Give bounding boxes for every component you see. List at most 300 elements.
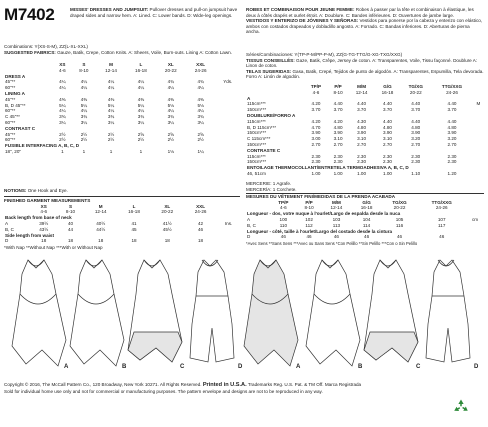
row-label: 60"** (5, 137, 16, 143)
cell-value: 2½ (59, 137, 66, 143)
size-header: TG/XG (408, 84, 423, 89)
size-header: XXL (196, 203, 206, 209)
size-header: M/M (357, 84, 367, 89)
cell-value: 2½ (167, 137, 174, 143)
footer-copyright: Copyright © 2016, The McCall Pattern Co., 120 Broadway, New York 10271. All Rights Reserved. (4, 382, 202, 387)
cell-value: 46 (364, 234, 370, 240)
cell-value: 2.30 (447, 159, 457, 165)
unit-label (216, 149, 240, 155)
size-number: 20-22 (164, 67, 177, 73)
row-label: C 115cm*** (247, 136, 271, 142)
cell-value: 41½ (162, 220, 172, 226)
view-label: C (416, 364, 421, 370)
cell-value: 4¼ (80, 85, 88, 91)
unit-label: cm (471, 216, 479, 222)
cell-value: 112 (305, 222, 313, 228)
size-header: P/P (305, 199, 313, 205)
size-header: M (98, 203, 103, 209)
size-header: G/G (362, 199, 371, 205)
section-label: CONTRASTE C (247, 147, 281, 153)
french-description-text: Robes à passer par la tête et combinaison à élastique, les deux à côtés drapés et ourlet étroit. A: Doublure. C: Bandes inférieures. D: Ouvertures de jambe large. (246, 7, 474, 18)
cell-value: 4.20 (311, 101, 321, 107)
cell-value: 3¼ (197, 119, 204, 125)
row-label: 115cm*** (247, 153, 266, 159)
cell-value: 1.10 (411, 170, 421, 176)
size-number: 8-10 (65, 209, 76, 215)
cell-value: 4.40 (333, 101, 343, 107)
dress-outline (306, 260, 360, 366)
size-number: 12-14 (105, 67, 117, 73)
cell-value: 3.90 (333, 130, 343, 136)
dress-outline (12, 260, 66, 366)
cell-value: 3.10 (357, 136, 367, 142)
size-number: 12-14 (330, 205, 343, 211)
cell-value: 2½ (137, 137, 145, 143)
row-label: 18", 20" (5, 148, 22, 154)
cell-value: 4¼ (59, 79, 66, 85)
cell-value: 3.10 (382, 136, 392, 142)
unit-label: Ins. (224, 220, 233, 226)
cell-value: 2½ (80, 131, 88, 137)
cell-value: 4.80 (333, 124, 343, 130)
jumpsuit-outline (426, 260, 470, 362)
cell-value: 41 (131, 220, 137, 226)
drape-line (314, 294, 350, 304)
row-label: B, D 115cm*** (247, 124, 277, 130)
cell-value: 3.70 (333, 107, 343, 113)
cell-value: 18 (164, 238, 170, 244)
measure-row (246, 171, 484, 177)
section-label: Back length from base of neck (5, 215, 72, 221)
footer-trademarks: Trademarks Reg. U.S. Pat. & TM Off. Marca Registrada (247, 382, 362, 387)
cell-value: 4¼ (137, 108, 145, 114)
english-combinations: Combinations: Y(XS-S-M), ZZ(L-XL-XXL) (4, 44, 88, 49)
cell-value: 46 (198, 226, 204, 232)
spanish-fabrics-label: TELAS SUGERIDAS: (246, 68, 292, 74)
technical-drawings-svg (4, 254, 484, 374)
size-header: M/M (331, 199, 341, 205)
english-fabrics: Gauze, Batik, Crepe, Cotton Knits. A: Sheers, Voile, Burn-outs. Lining A: Cotton Lawn. (57, 49, 233, 55)
cell-value: 102 (305, 216, 313, 222)
cell-value: 116 (395, 222, 404, 228)
section-label: CONTRAST C (5, 125, 36, 131)
row-label: 45"** (5, 131, 16, 137)
cell-value: 18 (67, 238, 74, 244)
cell-value: 3.70 (447, 107, 457, 113)
view-label: D (474, 364, 479, 370)
cell-value: 2½ (107, 131, 115, 137)
size-number: 8-10 (304, 205, 314, 211)
drape-line (78, 294, 114, 304)
cell-value: 4.40 (382, 101, 392, 107)
size-number: 8-10 (333, 89, 343, 95)
size-header: TP/P (310, 84, 322, 89)
neckline (438, 260, 454, 266)
cell-value: 4.40 (447, 101, 457, 107)
cell-value: 42 (198, 220, 204, 226)
section-label: ENTOILAGE THERMOCOLLANT/ENTRETELA TERMOADHESIVA A, B, C, D (247, 165, 409, 171)
neckline (322, 260, 338, 266)
lower-band (128, 332, 182, 362)
french-notions-text: MERCERIE: 1 Agrafe. (246, 181, 292, 186)
size-number: 4-6 (312, 89, 320, 95)
cell-value: 4.20 (333, 118, 343, 124)
measure-row (246, 234, 484, 240)
cell-value: 4⅜ (59, 96, 66, 102)
size-number: 24-26 (435, 205, 448, 211)
english-divider (4, 196, 240, 197)
cell-value: 4.80 (411, 124, 421, 130)
cell-value: 4¼ (167, 85, 174, 91)
view-label: C (180, 364, 185, 370)
unit-label (466, 234, 484, 240)
unit-label: M (476, 101, 481, 107)
english-title: MISSES' DRESSES AND JUMPSUIT: (70, 7, 149, 12)
cell-value: 110 (279, 222, 288, 228)
english-fabrics-label: SUGGESTED FABRICS: (4, 49, 56, 55)
row-label: 60"** (5, 108, 16, 114)
cell-value: 2.30 (311, 153, 321, 159)
french-finished-title: MESURES DU VÊTEMENT FINI/MEDIDAS DE LA PRENDA ACABADA (246, 194, 396, 199)
drape-line (20, 294, 56, 304)
cell-value: 1.00 (357, 170, 367, 176)
row-label: 150cm*** (247, 130, 267, 136)
cell-value: 2½ (107, 137, 115, 143)
lower-band (364, 332, 418, 362)
cell-value: 4⅜ (107, 96, 115, 102)
french-title: ROBES ET COMBINAISON POUR JEUNE FEMME: (246, 7, 355, 12)
measure-row (4, 149, 240, 155)
size-header: XL (167, 62, 174, 67)
cell-value: 18 (98, 238, 104, 244)
neckline (28, 260, 44, 266)
cell-value: 1 (139, 148, 143, 154)
cell-value: 3.90 (382, 130, 392, 136)
cell-value: 2.70 (411, 141, 421, 147)
cell-value: 5⅛ (197, 102, 204, 108)
cell-value: 4¼ (197, 108, 204, 114)
cell-value: 4.40 (411, 101, 421, 107)
size-number: 16-18 (135, 67, 147, 73)
cell-value: 1 (61, 148, 64, 154)
cell-value: 4.30 (357, 118, 367, 124)
cell-value: 3.20 (411, 136, 421, 142)
cell-value: 1⅛ (167, 148, 174, 154)
cell-value: 4¼ (167, 108, 174, 114)
french-fabric-info (246, 52, 484, 80)
recycle-icon (452, 398, 470, 416)
cell-value: 2⅝ (137, 131, 145, 137)
cell-value: 3¼ (167, 119, 174, 125)
cell-value: 1.00 (333, 170, 343, 176)
cell-value: 4.40 (382, 118, 392, 124)
english-fabric-info (4, 44, 240, 55)
dress-outline (70, 260, 124, 366)
cell-value: 43½ (39, 226, 49, 232)
cell-value: 18 (131, 238, 137, 244)
size-number: 4-6 (59, 67, 66, 73)
size-header: M (109, 62, 113, 67)
size-number: 16-18 (128, 209, 140, 215)
row-label: 115cm*** (247, 118, 266, 124)
cell-value: 4.80 (447, 124, 457, 130)
cell-value: 45 (131, 226, 137, 232)
size-header: S (82, 62, 86, 67)
cell-value: 1¼ (197, 148, 204, 154)
unit-label (217, 238, 240, 244)
footer (4, 382, 424, 394)
dress-outline (244, 260, 298, 366)
cell-value: 1.00 (382, 170, 392, 176)
cell-value: 46 (333, 234, 339, 240)
size-number: 20-22 (409, 89, 422, 95)
size-header: XS (40, 203, 47, 209)
cell-value: 2.30 (333, 153, 343, 159)
cell-value: 2.30 (382, 159, 392, 165)
cell-value: 4¼ (107, 85, 115, 91)
cell-value: 105 (395, 216, 404, 222)
cell-value: 2.70 (333, 141, 343, 147)
cell-value: 4¼ (80, 79, 88, 85)
cell-value: 2⅝ (167, 131, 174, 137)
cell-value: 46 (306, 234, 312, 240)
row-label: A (5, 220, 9, 226)
cell-value: 3.90 (447, 130, 457, 136)
cell-value: 2⅝ (197, 131, 204, 137)
french-spanish-description (246, 7, 484, 35)
cell-value: 113 (332, 222, 341, 228)
cell-value: 3.20 (447, 136, 457, 142)
cell-value: 18 (198, 238, 204, 244)
cell-value: 4¼ (137, 85, 145, 91)
size-number: 4-6 (40, 209, 48, 215)
cell-value: 2.70 (311, 141, 321, 147)
cell-value: 3.70 (382, 107, 392, 113)
cell-value: 2.70 (382, 141, 392, 147)
cell-value: 40½ (96, 220, 106, 226)
cell-value: 4⅜ (167, 96, 174, 102)
english-finished-title: FINISHED GARMENT MEASUREMENTS (4, 198, 91, 203)
cell-value: 4.80 (357, 124, 367, 130)
size-number: 16-18 (360, 205, 373, 211)
spanish-description-text: Vestidos para ponerse por la cabeza y enterizo con elástico, ambos con costados drapeados y dobladillo angosto. A: Forrado. C: Bandas inferiores. D: Aberturas de pierna ancha. (246, 18, 483, 35)
cell-value: 3¾ (197, 114, 204, 120)
cell-value: 4.40 (411, 118, 421, 124)
size-header: XS (59, 62, 66, 67)
neckline (144, 260, 160, 266)
cell-value: 5¼ (80, 102, 88, 108)
cell-value: 45½ (162, 226, 172, 232)
view-label: B (122, 364, 127, 370)
cell-value: 4.40 (357, 101, 367, 107)
spanish-fabrics: Gasa, Batik, Crepé, Tejidos de punto de algodón. A: Transparentes, Espumilla, Tela devorada. Forro A: Linón de algodón. (246, 68, 484, 80)
cell-value: 4.80 (382, 124, 392, 130)
cell-value: 1 (82, 148, 86, 154)
row-label: 60"** (5, 119, 16, 125)
cell-value: 4.70 (311, 124, 321, 130)
size-number: 12-14 (94, 209, 107, 215)
row-label: B, C (5, 226, 14, 232)
cell-value: 4¼ (80, 108, 88, 114)
cell-value: 2.30 (411, 153, 421, 159)
jumpsuit-outline (190, 260, 234, 362)
size-header: TG/XG (392, 199, 407, 205)
cell-value: 4.40 (447, 118, 457, 124)
measure-row (4, 238, 240, 244)
english-notions: NOTIONS: One Hook and Eye. (4, 188, 68, 193)
cell-value: 117 (438, 222, 446, 228)
size-number: 8-10 (79, 67, 89, 73)
cell-value: 4.20 (311, 118, 321, 124)
spanish-title: VESTIDOS Y ENTERIZO DE JÓVENES Y SEÑORAS: (246, 18, 359, 24)
cell-value: 46 (280, 234, 286, 240)
size-number: 20-22 (393, 205, 406, 211)
view-label: A (296, 364, 301, 370)
size-header: S (68, 203, 73, 209)
row-label: D (5, 238, 9, 244)
cell-value: 3.70 (357, 107, 367, 113)
cell-value: 4¼ (107, 79, 115, 85)
section-label: DOUBLURE/FORRO A (247, 112, 296, 118)
view-label: D (238, 364, 243, 370)
cell-value: 18 (41, 238, 47, 244)
size-header: XL (164, 203, 171, 209)
cell-value: 3.90 (311, 130, 321, 136)
row-label: 46, 51cm (247, 170, 266, 176)
cell-value: 2.70 (447, 141, 457, 147)
size-header: L (139, 62, 143, 67)
size-header: TTG/XXG (441, 84, 463, 89)
cell-value: 2½ (59, 131, 66, 137)
english-finished-measurements (4, 198, 240, 251)
english-nap-note: *With Nap **Without Nap ***With or Without Nap (4, 245, 103, 251)
cell-value: 2.30 (382, 153, 392, 159)
technical-drawings (4, 254, 484, 374)
cell-value: 4¼ (197, 85, 204, 91)
english-notions-text: One Hook and Eye. (27, 188, 68, 193)
cell-value: 114 (362, 222, 371, 228)
cell-value: 2.30 (357, 153, 367, 159)
size-header: G/G (383, 84, 392, 89)
size-header: XXL (196, 62, 206, 67)
cell-value: 2.30 (311, 159, 321, 165)
french-yardage-table (246, 84, 484, 177)
section-label: A (247, 95, 251, 101)
cell-value: 3¼ (80, 119, 88, 125)
french-fabrics: Gaze, Batik, Crêpe, Jersey de coton. A: Transparentes, Voile, Tissu façonné. Doublure A: Linon de coton. (246, 57, 478, 69)
section-label: Longueur - dos, votre nuque à l'ourlet/Largo de espalda desde la nuca (247, 211, 401, 217)
cell-value: 103 (332, 216, 341, 222)
cell-value: 3.70 (311, 107, 321, 113)
cell-value: 3¼ (59, 119, 66, 125)
cell-value: 2½ (80, 137, 88, 143)
cell-value: 5¼ (137, 102, 145, 108)
size-number: 12-14 (355, 89, 368, 95)
cell-value: 2.30 (411, 159, 421, 165)
section-label: Side length from waist (5, 232, 55, 238)
row-label: 115cm*** (247, 101, 266, 107)
cell-value: 3¾ (59, 114, 66, 120)
cell-value: 39½ (39, 220, 49, 226)
size-number: 24-26 (194, 67, 207, 73)
size-number: 24-26 (194, 209, 207, 215)
neckline (202, 260, 218, 266)
cell-value: 3.90 (357, 130, 367, 136)
cell-value: 46 (396, 234, 403, 240)
cell-value: 2.30 (333, 159, 343, 165)
cell-value: 4¼ (59, 108, 66, 114)
cell-value: 3¾ (137, 114, 145, 120)
neckline (86, 260, 102, 266)
cell-value: 5⅛ (167, 102, 174, 108)
spanish-notions-text: MERCERÍA: 1 Corchete. (246, 186, 297, 192)
cell-value: 2.30 (447, 153, 457, 159)
cell-value: 4¼ (137, 79, 145, 85)
cell-value: 4¼ (59, 85, 66, 91)
size-number: 24-26 (446, 89, 458, 95)
french-notions (246, 181, 484, 192)
size-number: 16-18 (381, 89, 394, 95)
cell-value: 107 (437, 216, 446, 222)
cell-value: 2.30 (357, 159, 367, 165)
unit-label (473, 171, 484, 177)
french-combinations: Séries/Combinaciones: Y(TP-P-M/PP-P-M), ZZ(G-TG-TTG/G-XG-TXG/XXG) (246, 52, 403, 57)
section-label: DRESS A (5, 73, 26, 79)
english-description-text: Pullover dresses and pull-on jumpsuit have draped sides and narrow hem. A: Lined. C: Lower bands. D: Wide-leg openings. (70, 7, 238, 18)
size-header: P/P (334, 84, 342, 89)
cell-value: 44½ (96, 226, 106, 232)
size-header: TP/P (278, 199, 289, 205)
cell-value: 4¾ (167, 79, 174, 85)
cell-value: 4⅜ (137, 96, 145, 102)
section-label: LINING A (5, 90, 25, 96)
row-label: A (247, 216, 251, 222)
size-header: TTG/XXG (431, 199, 452, 205)
cell-value: 2.70 (357, 141, 367, 147)
footer-printed: Printed in U.S.A. (202, 382, 247, 388)
cell-value: 1.00 (311, 170, 321, 176)
cell-value: 3¾ (167, 114, 174, 120)
row-label: 45"** (5, 79, 16, 85)
cell-value: 44 (67, 226, 74, 232)
cell-value: 3.70 (411, 107, 421, 113)
row-label: B, D 45"** (5, 102, 26, 108)
cell-value: 3¼ (137, 119, 145, 125)
unit-label: Yds. (223, 79, 233, 85)
neckline (380, 260, 396, 266)
cell-value: 3.90 (411, 130, 421, 136)
cell-value: 104 (362, 216, 371, 222)
cell-value: 1.20 (447, 170, 457, 176)
cell-value: 4¼ (107, 108, 115, 114)
cell-value: 4⅜ (197, 96, 204, 102)
cell-value: 5¼ (59, 102, 66, 108)
row-label: 150cm*** (247, 107, 267, 113)
section-label: FUSIBLE INTERFACING A, B, C, D (5, 143, 80, 149)
cell-value: 40 (67, 220, 74, 226)
row-label: 150cm*** (247, 159, 267, 165)
row-label: B, C (247, 222, 256, 228)
french-nap-note: *Avec Sens **Sans Sens ***Avec ou Sans Sens *Con Pelillo **Sin Pelillo ***Con o Sin Pelillo (246, 241, 418, 247)
row-label: D (247, 234, 251, 240)
cell-value: 3¾ (80, 114, 88, 120)
row-label: 150cm*** (247, 141, 267, 147)
cell-value: 1 (109, 148, 113, 154)
cell-value: 3.10 (333, 136, 343, 142)
cell-value: 46 (439, 234, 445, 240)
row-label: 45"** (5, 96, 16, 102)
cell-value: 3¾ (107, 114, 115, 120)
